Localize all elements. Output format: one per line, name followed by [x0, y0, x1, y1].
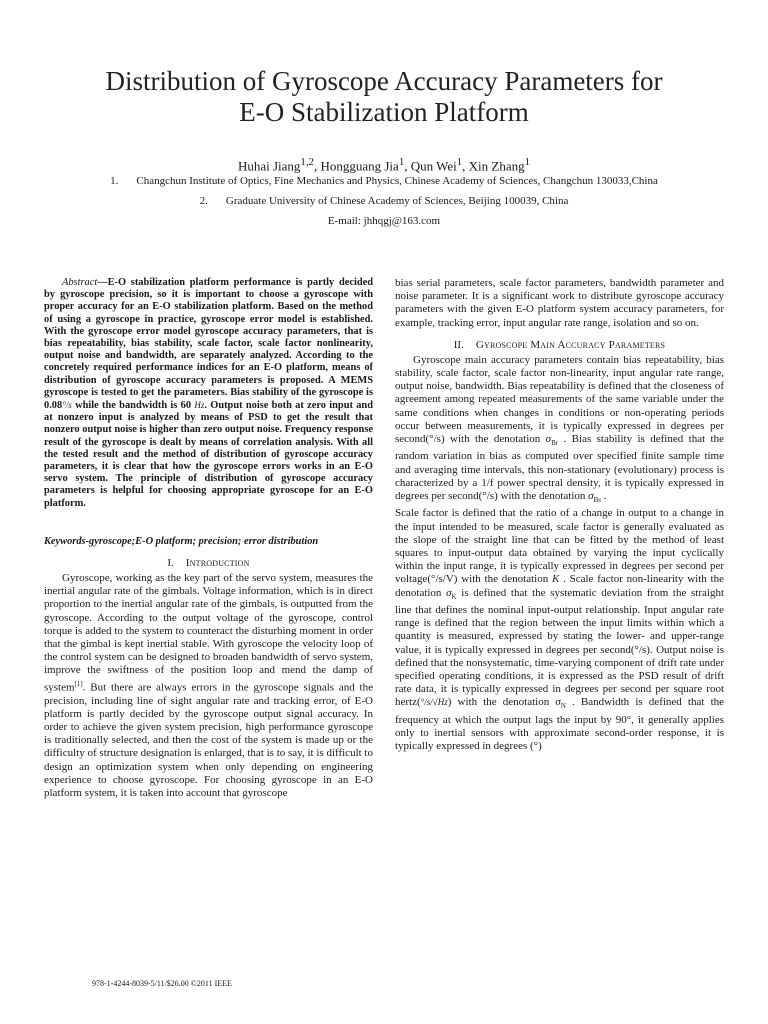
unit-deg-per-sec: °/s	[62, 400, 72, 411]
symbol-sigma: σ	[555, 696, 561, 709]
author-separator: ,	[462, 158, 469, 174]
title-line-1: Distribution of Gyroscope Accuracy Parameters for	[105, 66, 663, 96]
section-heading-introduction	[44, 556, 373, 570]
abstract-text: E-O stabilization platform performance is partly decided by gyroscope precision, so it is important to choose a gyroscope with proper accuracy for an E-O stabilization platform. Based on the method of using a gyroscope in practice, gyroscope error model is established. With the gyroscope error model gyroscope accuracy parameters, that is bias repeatability, bias stability, scale factor, scale factor nonlinearity, output noise and bandwidth, are separately analyzed. According to the concretely required performance indices for an E-O platform, means of distribution of gyroscope accuracy parameters is proposed. A MEMS gyroscope is tested to get the parameters. Bias stability of the gyroscope is 0.08	[44, 277, 373, 412]
abstract-dash: —	[97, 277, 108, 288]
abstract-text: while the bandwidth is 60	[71, 400, 192, 412]
citation-ref: [1]	[74, 679, 83, 688]
symbol-subscript: N	[560, 702, 566, 711]
author-list	[40, 154, 728, 174]
keywords: Keywords-gyroscope;E-O platform; precision; error distribution	[44, 535, 319, 547]
section-heading-parameters	[395, 338, 724, 352]
param-text: .	[601, 490, 607, 503]
section-number: I.	[167, 557, 174, 570]
author: Qun Wei	[410, 158, 457, 174]
section-title: Gyroscope Main Accuracy Parameters	[475, 338, 666, 351]
symbol-subscript: K	[451, 592, 457, 601]
unit-noise-density: °/s/√Hz	[420, 697, 448, 708]
author: Hongguang Jia	[320, 158, 399, 174]
author: Huhai Jiang	[237, 158, 301, 174]
affiliation-2	[40, 194, 728, 208]
abstract-label: Abstract	[62, 277, 98, 288]
author-affiliation-mark: 1	[524, 156, 531, 168]
section-number: II.	[453, 338, 464, 351]
scale-factor-paragraph	[395, 507, 724, 753]
param-text: Gyroscope main accuracy parameters contain bias repeatability, bias stability, scale factor, scale factor non-linearity, input angular rate range, output noise, bandwidth. Bias repeatability is defined that the closeness of agreement among repeated measurements of the same variable under the same conditions when changes in conditions or non-operating periods occur between measurements, it is typically expressed in degrees per second(°/s) with the denotation	[395, 353, 724, 446]
intro-text: . But there are always errors in the gyroscope signals and the precision, including line of sight angular rate and tracking error, of E-O platform is partly decided by the gyroscope output signal accuracy. In order to achieve the given system precision, high performance gyroscope is traditionally selected, and then the cost of the system is made up or the difficulty of structure designation is enlarged, that is to say, it is difficult to design an optimization system when only depending on engineering experience to choose gyroscope. For choosing gyroscope in an E-O platform system, it is taken into account that gyroscope	[44, 681, 373, 799]
left-column	[44, 277, 373, 800]
abstract	[44, 277, 373, 510]
intro-text: Gyroscope, working as the key part of the servo system, measures the inertial angular rate of the gimbals. Voltage information, which is in direct proportion to the inertial angular rate of the gimbals, is outputted from the gyroscope. According to the output voltage of the gyroscope, control torque is added to the system to counteract the disturbing moment in order that the gimbal is kept inertial stable. With gyroscope the velocity loop of the control system can be designed to broaden bandwidth of servo system, improve the swiftness of the position loop and mend the damp of system	[44, 572, 373, 694]
author-separator: ,	[404, 158, 411, 174]
symbol-sigma: σ	[545, 433, 552, 446]
symbol-subscript: Bs	[593, 496, 602, 505]
parameters-paragraph	[395, 354, 724, 508]
author-email: E-mail: jhhqgj@163.com	[327, 215, 441, 227]
affiliation-number: 1.	[110, 175, 119, 187]
symbol-sigma: σ	[588, 490, 594, 503]
affiliation-1	[40, 174, 728, 188]
author: Xin Zhang	[468, 158, 525, 174]
param-text: Scale factor is defined that the ratio of a change in output to a change in the input intended to be measured, scale factor is generally evaluated as the slope of the straight line that can be fitted by the method of least squares to input-output data obtained by varying the input cyclically within the input range, it is typically expressed in degrees per second per voltage(°/s/V) with the denotation	[395, 507, 724, 586]
section-title: Introduction	[185, 557, 250, 570]
param-text: ) with the denotation	[447, 696, 556, 709]
copyright-footer: 978-1-4244-8039-5/11/$26.00 ©2011 IEEE	[92, 979, 232, 988]
affiliation-text: Graduate University of Chinese Academy of Sciences, Beijing 100039, China	[225, 195, 569, 207]
author-affiliation-mark: 1	[398, 156, 405, 168]
right-column	[395, 277, 724, 753]
symbol-subscript: Br	[551, 439, 559, 448]
symbol-sigma: σ	[446, 586, 452, 599]
param-text: . Bandwidth is defined that the frequency at which the output lags the input by 90°, it generally applies only to inertial sensors with approximate second-order response, it is typically expressed in degrees (°)	[395, 696, 725, 753]
abstract-text: . Output noise both at zero input and at nonzero input is analyzed by means of PSD to get the result that nonzero output noise is higher than zero output noise. Frequency response result of the gyroscope is dealt by means of correlation analysis. With all the tested result and the method of distribution of gyroscope accuracy parameters, it is clear that how the gyroscope errors works in an E-O servo system. The principle of distribution of gyroscope accuracy parameters is helpful for choosing appropriate gyroscope for an E-O platform.	[44, 400, 373, 509]
author-separator: ,	[313, 158, 321, 174]
affiliation-text: Changchun Institute of Optics, Fine Mechanics and Physics, Chinese Academy of Sciences, Changchun 130033,China	[136, 175, 658, 187]
author-affiliation-mark: 1	[456, 156, 463, 168]
param-text: is defined that the systematic deviation from the straight line that defines the nominal input-output relationship. Input angular rate range is defined that the region between the input limits within which a quantity is measured, expressed by stating the lower- and upper-range value, it is typically expressed in degrees per second(°/s). Output noise is defined that the nonsystematic, time-varying component of drift rate under specified operating conditions, it is expressed as the PSD result of drift rate data, it is typically expressed in degrees per second per square root hertz(	[395, 586, 725, 709]
param-text: . Bias stability is defined that the random variation in bias as computed over specified finite sample time and averaging time intervals, this non-stationary (evolutionary) process is characterized by a 1/f power spectral density, it is typically expressed in degrees per second(°/s) with the denotation	[395, 433, 724, 503]
paper-title	[40, 66, 728, 128]
param-text: . Scale factor non-linearity with the denotation	[395, 573, 724, 599]
introduction-paragraph	[44, 572, 373, 800]
unit-hertz: Hz	[194, 400, 205, 411]
author-affiliation-mark: 1,2	[300, 156, 314, 168]
intro-continuation: bias serial parameters, scale factor parameters, bandwidth parameter and noise parameter. It is a significant work to distribute gyroscope accuracy parameters with the given E-O platform system accuracy parameters, for example, tracking error, input angular rate range, isolation and so on.	[395, 277, 724, 329]
symbol-k: K	[551, 573, 560, 586]
title-line-2: E-O Stabilization Platform	[239, 97, 529, 127]
affiliation-number: 2.	[199, 195, 208, 207]
